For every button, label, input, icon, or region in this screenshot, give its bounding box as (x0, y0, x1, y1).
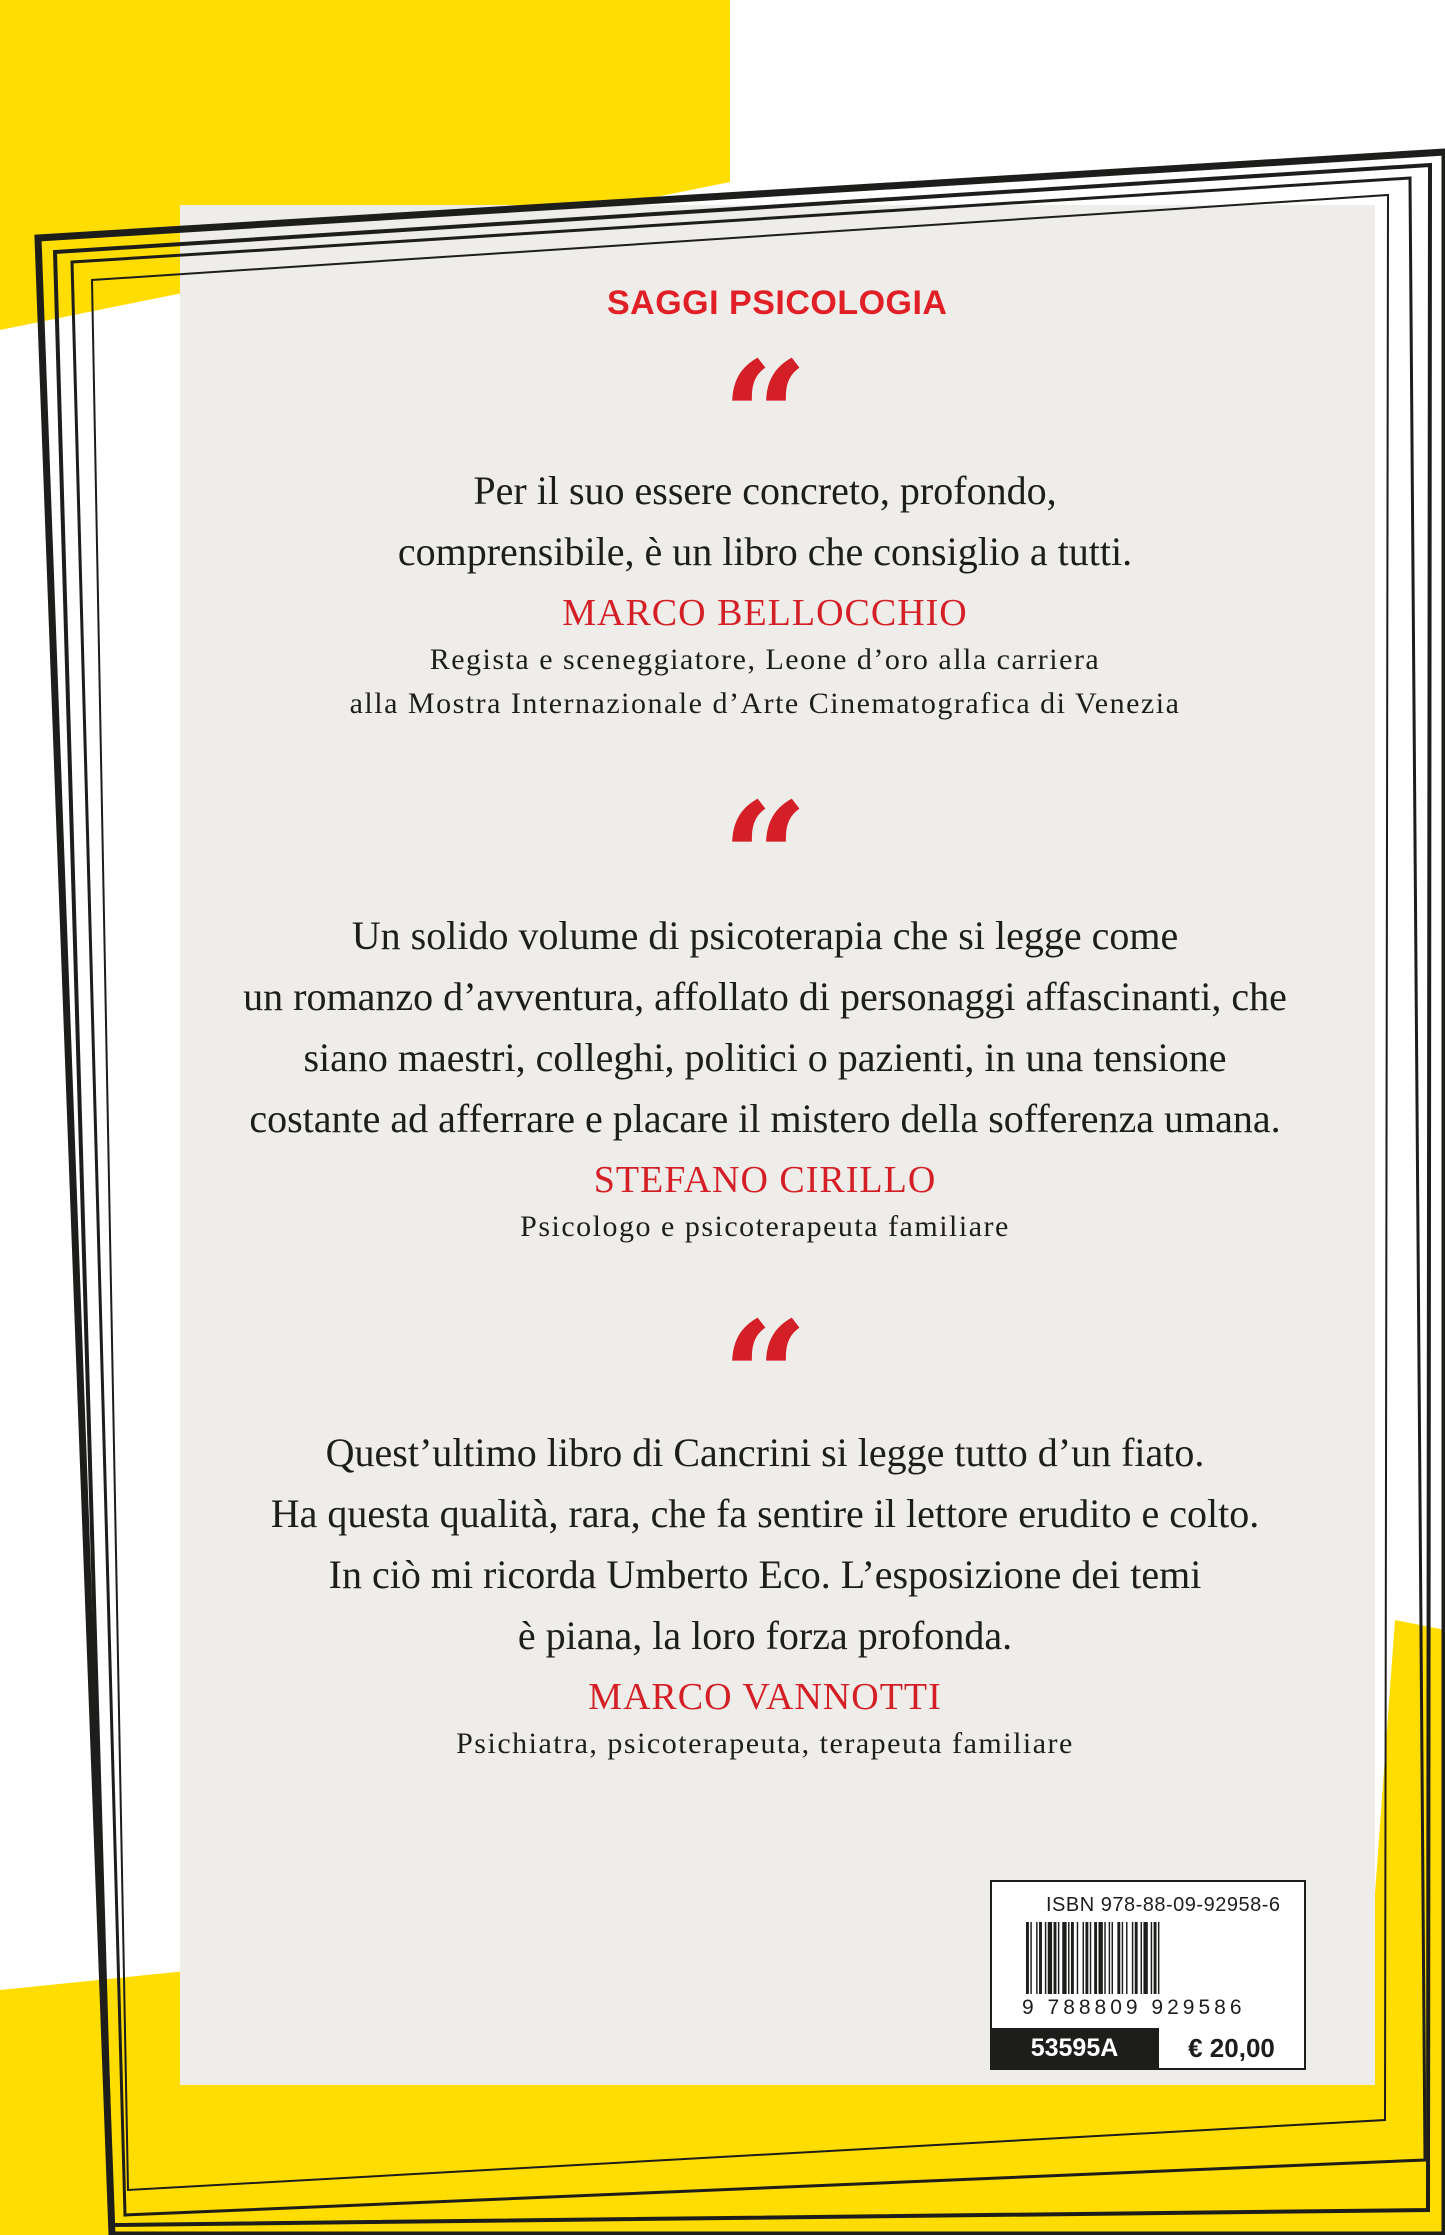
code-price-bar (992, 2028, 1304, 2068)
author-role: Psicologo e psicoterapeuta familiare (520, 1210, 1010, 1243)
author-role: Regista e sceneggiatore, Leone d’oro alla carriera (429, 643, 1101, 676)
barcode-bar (1122, 1922, 1123, 1994)
barcode-digits: 9 788809 929586 (1022, 1996, 1246, 2019)
barcode-bar (1058, 1922, 1059, 1994)
quote-line: siano maestri, colleghi, politici o pazienti, in una tensione (303, 1035, 1227, 1080)
barcode-bar (1099, 1922, 1103, 1994)
author-role: Psichiatra, psicoterapeuta, terapeuta familiare (456, 1727, 1074, 1760)
series-label: SAGGI PSICOLOGIA (607, 284, 948, 322)
quote-mark-icon: “ (721, 770, 809, 946)
barcode-bar (1045, 1922, 1046, 1994)
quote-line: costante ad afferrare e placare il mistero della sofferenza umana. (249, 1096, 1281, 1141)
barcode-bar (1117, 1922, 1120, 1994)
barcode-bar (1104, 1922, 1105, 1994)
testimonial-1 (180, 329, 1350, 726)
quote-line: Ha questa qualità, rara, che fa sentire il lettore erudito e colto. (270, 1491, 1260, 1536)
quote-mark-icon: “ (721, 329, 809, 505)
price-label: € 20,00 (1157, 2028, 1304, 2068)
barcode-bar (1112, 1922, 1113, 1994)
quote-line: Per il suo essere concreto, profondo, (473, 468, 1057, 513)
barcode-bar (1036, 1922, 1037, 1994)
barcode-bar (1126, 1922, 1127, 1994)
quote-line: Un solido volume di psicoterapia che si legge come (351, 913, 1179, 958)
quote-line: un romanzo d’avventura, affollato di personaggi affascinanti, che (243, 974, 1287, 1019)
barcode-bar (1062, 1922, 1066, 1994)
quote-author: STEFANO CIRILLO (593, 1159, 937, 1201)
barcode-bar (1054, 1922, 1057, 1994)
barcode-bar (1109, 1922, 1110, 1994)
quote-line: Quest’ultimo libro di Cancrini si legge tutto d’un fiato. (325, 1430, 1205, 1475)
quote-author: MARCO BELLOCCHIO (562, 592, 968, 634)
barcode-bar (1090, 1922, 1091, 1994)
barcode-bar (1141, 1922, 1142, 1994)
quote-line: comprensibile, è un libro che consiglio a tutti. (397, 529, 1133, 574)
barcode-bar (1094, 1922, 1097, 1994)
barcode-bar (1158, 1922, 1159, 1994)
barcode-box (990, 1880, 1306, 2070)
quote-author: MARCO VANNOTTI (588, 1676, 942, 1718)
barcode-bar (1085, 1922, 1088, 1994)
barcode-bar (1154, 1922, 1157, 1994)
barcode-bar (1135, 1922, 1138, 1994)
quote-line: è piana, la loro forza profonda. (517, 1613, 1013, 1658)
author-role: alla Mostra Internazionale d’Arte Cinematografica di Venezia (349, 687, 1181, 720)
barcode-bar (1071, 1922, 1074, 1994)
testimonial-3 (180, 1289, 1350, 1766)
barcode-bar (1077, 1922, 1078, 1994)
quote-mark-icon: “ (721, 1289, 809, 1465)
barcode-bar (1132, 1922, 1133, 1994)
barcode-bar (1030, 1922, 1031, 1994)
isbn-text: ISBN 978-88-09-92958-6 (1046, 1894, 1281, 1916)
barcode-bar (1026, 1922, 1029, 1994)
barcode-bar (1048, 1922, 1052, 1994)
barcode-bar (1143, 1922, 1147, 1994)
barcode-bar (1083, 1922, 1084, 1994)
barcode-bar (1068, 1922, 1069, 1994)
quote-line: In ciò mi ricorda Umberto Eco. L’esposizione dei temi (328, 1552, 1202, 1597)
barcode-icon (1026, 1922, 1282, 1994)
testimonial-2 (180, 770, 1350, 1249)
barcode-bar (1039, 1922, 1042, 1994)
barcode-bar (1151, 1922, 1152, 1994)
product-code: 53595A (992, 2028, 1157, 2068)
